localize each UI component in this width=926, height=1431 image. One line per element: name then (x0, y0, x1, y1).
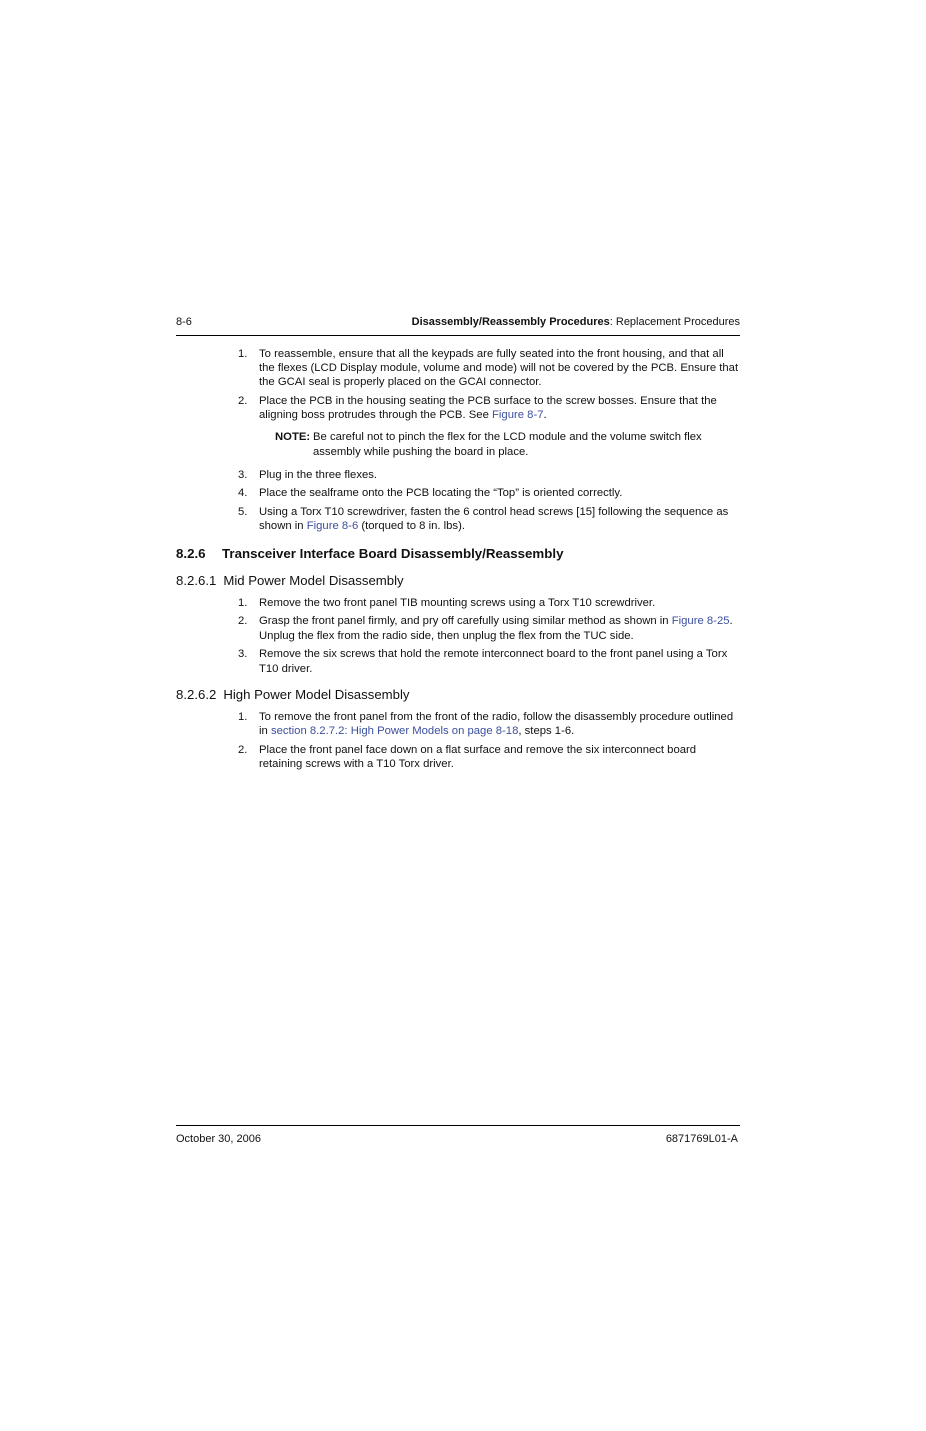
list-item (238, 647, 740, 675)
step-number: 1. (238, 596, 248, 609)
step-text: Remove the two front panel TIB mounting screws using a Torx T10 screwdriver. (259, 596, 656, 609)
section-number: 8.2.6 (176, 546, 206, 562)
subsection-heading-8-2-6-1 (176, 574, 740, 588)
step-text: Using a Torx T10 screwdriver, fasten the 6 control head screws [15] following the sequence as shown in (259, 505, 729, 533)
footer-doc-number: 6871769L01-A (665, 1133, 738, 1145)
step-text: Plug in the three flexes. (259, 468, 378, 481)
list-item (238, 614, 740, 642)
figure-8-7-link[interactable]: Figure 8-7 (492, 409, 544, 422)
note-block (275, 430, 740, 460)
footer-date: October 30, 2006 (176, 1133, 262, 1145)
step-text: To remove the front panel from the front of the radio, follow the disassembly procedure outlined in (259, 710, 734, 738)
step-text: Place the PCB in the housing seating the PCB surface to the screw bosses. Ensure that the aligning boss protrudes through the PCB. See (259, 395, 717, 422)
step-number: 4. (238, 487, 248, 500)
step-number: 2. (238, 743, 248, 756)
list-item (238, 505, 740, 533)
subsection-number: 8.2.6.1 (176, 572, 217, 588)
list-item (238, 468, 740, 482)
reassembly-steps-continued (176, 468, 740, 534)
list-item (238, 596, 740, 610)
step-number: 1. (238, 348, 248, 360)
high-power-steps (176, 710, 740, 771)
page-header (176, 316, 740, 334)
footer-rule (176, 1125, 740, 1126)
step-text-end: , steps 1-6. (518, 725, 575, 738)
section-title: Transceiver Interface Board Disassembly/Reassembly (222, 546, 564, 562)
step-number: 2. (238, 395, 248, 408)
list-item (238, 486, 740, 500)
header-separator: : (609, 316, 616, 328)
list-item (238, 347, 740, 390)
subsection-title: High Power Model Disassembly (223, 686, 410, 702)
subsection-number: 8.2.6.2 (176, 686, 217, 702)
reassembly-steps (176, 347, 740, 423)
step-text: Grasp the front panel firmly, and pry off carefully using similar method as shown in (259, 615, 672, 628)
subsection-title: Mid Power Model Disassembly (223, 572, 404, 588)
header-title (412, 316, 740, 328)
header-section: Replacement Procedures (615, 316, 740, 328)
step-text: Remove the six screws that hold the remote interconnect board to the front panel using a Torx T10 driver. (259, 648, 728, 675)
figure-8-6-link[interactable]: Figure 8-6 (306, 520, 359, 533)
figure-8-25-link[interactable]: Figure 8-25 (671, 615, 730, 628)
section-8-2-7-2-link[interactable]: section 8.2.7.2: High Power Models on page 8-18 (270, 725, 519, 738)
list-item (238, 743, 740, 771)
note-text: Be careful not to pinch the flex for the LCD module and the volume switch flex assembly while pushing the board in place. (313, 430, 702, 458)
list-item (238, 710, 740, 738)
step-number: 3. (238, 468, 248, 481)
mid-power-steps (176, 596, 740, 676)
step-text: Place the sealframe onto the PCB locating the “Top” is oriented correctly. (259, 487, 623, 500)
note-label: NOTE: (275, 430, 311, 443)
header-rule (176, 335, 740, 336)
step-number: 1. (238, 710, 248, 723)
header-page-number: 8-6 (176, 316, 192, 328)
step-text: To reassemble, ensure that all the keypads are fully seated into the front housing, and that all the flexes (LCD Display module, volume and mode) will not be covered by the PCB. Ensure that the GCAI seal is properly placed on the GCAI connector. (259, 348, 739, 389)
step-number: 5. (238, 505, 248, 518)
section-heading-8-2-6 (176, 547, 740, 561)
step-text-end: . Unplug the flex from the radio side, then unplug the flex from the TUC side. (259, 615, 733, 642)
step-text-end: . (543, 409, 547, 422)
step-text-end: (torqued to 8 in. lbs). (358, 520, 465, 533)
page-content (176, 347, 740, 776)
header-chapter: Disassembly/Reassembly Procedures (411, 316, 610, 328)
step-number: 2. (238, 615, 248, 628)
list-item (238, 394, 740, 422)
step-number: 3. (238, 648, 248, 661)
step-text: Place the front panel face down on a flat surface and remove the six interconnect board retaining screws with a T10 Torx driver. (259, 743, 697, 771)
subsection-heading-8-2-6-2 (176, 688, 740, 702)
